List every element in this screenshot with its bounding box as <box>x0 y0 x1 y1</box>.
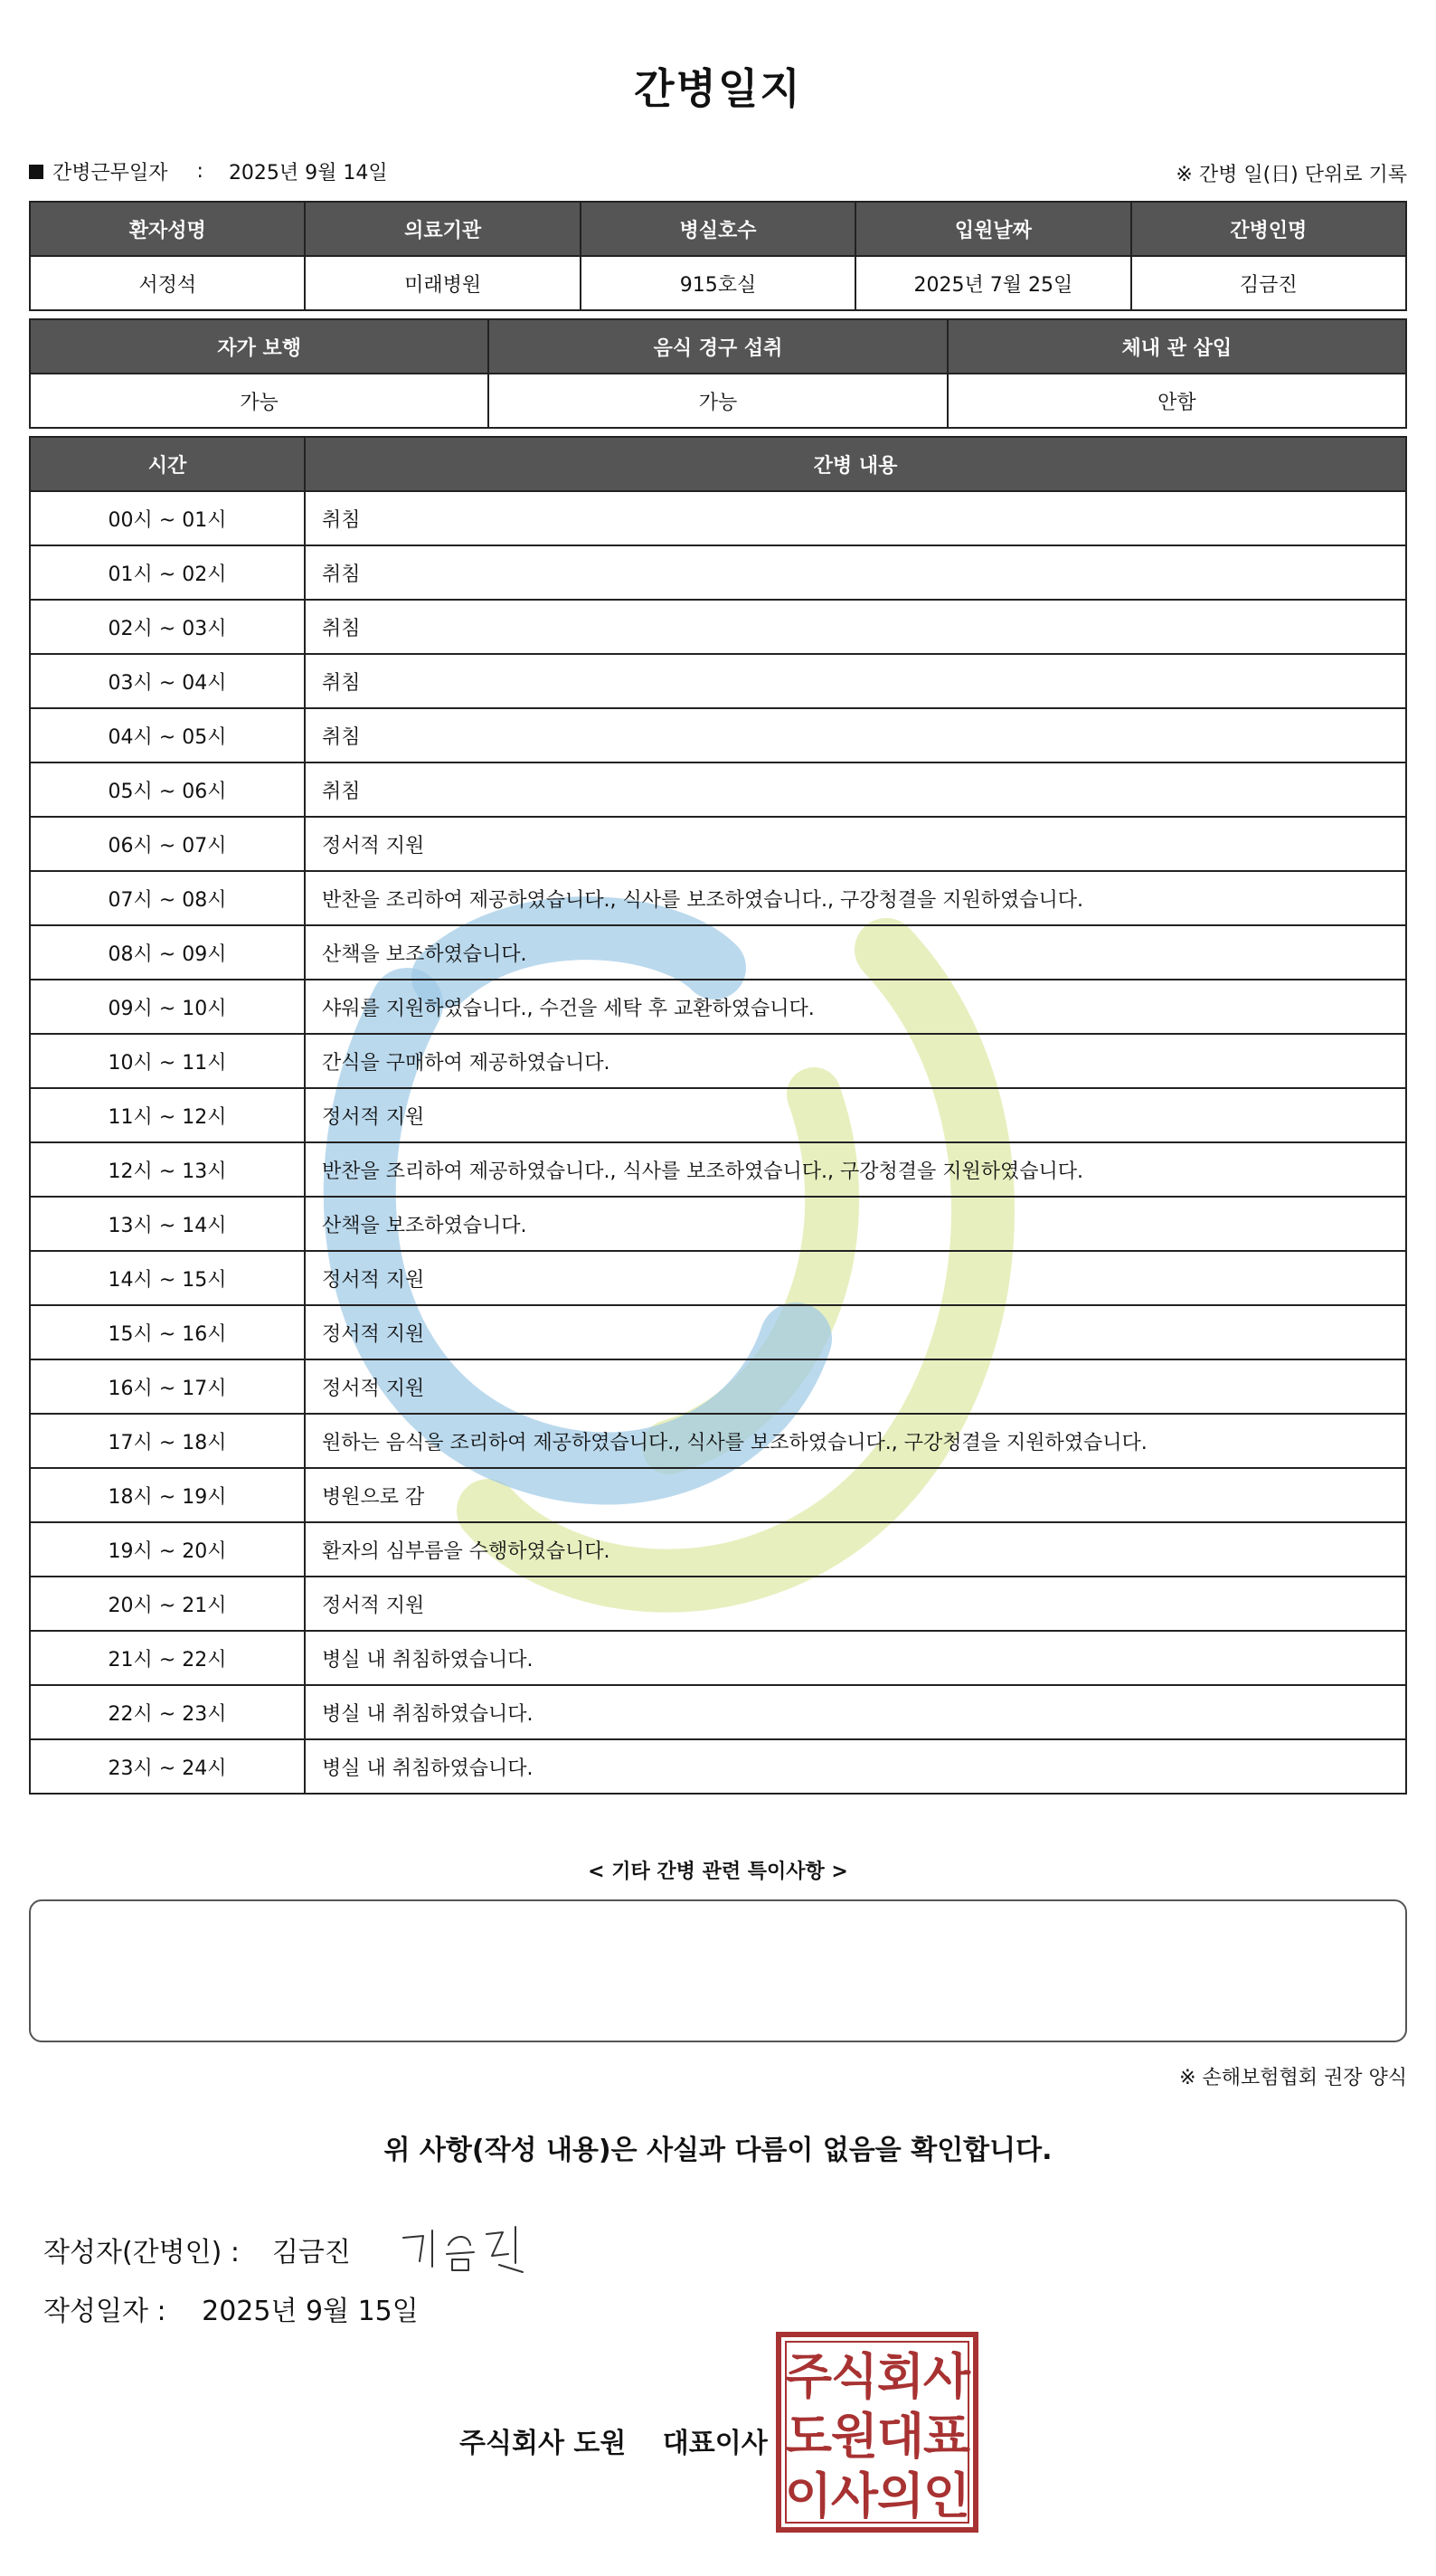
writer-row <box>43 2218 541 2281</box>
time-slot: 07시 ~ 08시 <box>30 871 305 925</box>
self-walking-value: 가능 <box>30 374 488 428</box>
schedule-row <box>30 1359 1406 1414</box>
ceo-label: 대표이사 <box>662 2428 768 2459</box>
seal-glyph: 인 <box>922 2467 971 2524</box>
hourly-care-table <box>29 436 1407 1795</box>
document-title: 간병일지 <box>634 64 802 113</box>
seal-glyph: 식 <box>830 2348 879 2405</box>
schedule-row <box>30 1305 1406 1359</box>
hospital-name: 미래병원 <box>305 256 580 310</box>
company-name: 주식회사 도원 <box>459 2428 627 2459</box>
duty-date-colon: : <box>196 160 203 183</box>
time-slot: 01시 ~ 02시 <box>30 545 305 600</box>
care-note: 취침 <box>305 708 1406 762</box>
schedule-row <box>30 1414 1406 1468</box>
seal-glyph: 의 <box>876 2467 925 2524</box>
time-slot: 11시 ~ 12시 <box>30 1088 305 1142</box>
header-oral-intake: 음식 경구 섭취 <box>488 319 947 374</box>
schedule-row <box>30 817 1406 871</box>
care-note: 정서적 지원 <box>305 817 1406 871</box>
time-slot: 00시 ~ 01시 <box>30 491 305 545</box>
status-value-row <box>30 374 1406 428</box>
square-bullet-icon <box>29 165 43 179</box>
schedule-row <box>30 708 1406 762</box>
seal-glyph: 주 <box>784 2348 833 2405</box>
care-note: 병실 내 취침하였습니다. <box>305 1685 1406 1739</box>
header-patient-name: 환자성명 <box>30 202 305 256</box>
schedule-row <box>30 491 1406 545</box>
status-header-row <box>30 319 1406 374</box>
care-note: 정서적 지원 <box>305 1088 1406 1142</box>
care-note: 취침 <box>305 600 1406 654</box>
schedule-header-row <box>30 437 1406 491</box>
header-time: 시간 <box>30 437 305 491</box>
header-admission-date: 입원날짜 <box>855 202 1130 256</box>
header-caregiver-name: 간병인명 <box>1131 202 1406 256</box>
schedule-row <box>30 1142 1406 1197</box>
care-note: 취침 <box>305 545 1406 600</box>
caregiver-name: 김금진 <box>1131 256 1406 310</box>
time-slot: 13시 ~ 14시 <box>30 1197 305 1251</box>
schedule-row <box>30 1577 1406 1631</box>
header-tube-insertion: 체내 관 삽입 <box>948 319 1406 374</box>
care-note: 산책을 보조하였습니다. <box>305 1197 1406 1251</box>
seal-glyph: 사 <box>922 2348 971 2405</box>
handwritten-signature <box>396 2218 541 2281</box>
schedule-row <box>30 871 1406 925</box>
schedule-row <box>30 980 1406 1034</box>
write-date-row <box>43 2288 419 2328</box>
writer-name: 김금진 <box>271 2237 351 2268</box>
time-slot: 03시 ~ 04시 <box>30 654 305 708</box>
confirmation-statement: 위 사항(작성 내용)은 사실과 다름이 없음을 확인합니다. <box>383 2135 1053 2166</box>
schedule-row <box>30 1685 1406 1739</box>
care-note: 취침 <box>305 654 1406 708</box>
time-slot: 18시 ~ 19시 <box>30 1468 305 1522</box>
patient-name: 서정석 <box>30 256 305 310</box>
writer-label: 작성자(간병인) : <box>43 2237 240 2268</box>
schedule-row <box>30 1522 1406 1577</box>
seal-glyph: 도 <box>784 2408 833 2465</box>
schedule-row <box>30 1197 1406 1251</box>
care-note: 정서적 지원 <box>305 1577 1406 1631</box>
time-slot: 16시 ~ 17시 <box>30 1359 305 1414</box>
schedule-row <box>30 1468 1406 1522</box>
time-slot: 02시 ~ 03시 <box>30 600 305 654</box>
company-seal <box>776 2332 978 2533</box>
admission-date: 2025년 7월 25일 <box>855 256 1130 310</box>
time-slot: 10시 ~ 11시 <box>30 1034 305 1088</box>
oral-intake-value: 가능 <box>488 374 947 428</box>
patient-info-header-row <box>30 202 1406 256</box>
patient-status-table <box>29 318 1407 429</box>
schedule-row <box>30 545 1406 600</box>
schedule-row <box>30 654 1406 708</box>
header-care-content: 간병 내용 <box>305 437 1406 491</box>
time-slot: 05시 ~ 06시 <box>30 762 305 817</box>
care-note: 반찬을 조리하여 제공하였습니다., 식사를 보조하였습니다., 구강청결을 지원하였습니다. <box>305 871 1406 925</box>
seal-glyph: 원 <box>830 2408 879 2465</box>
time-slot: 22시 ~ 23시 <box>30 1685 305 1739</box>
header-hospital: 의료기관 <box>305 202 580 256</box>
room-number: 915호실 <box>581 256 855 310</box>
care-note: 샤워를 지원하였습니다., 수건을 세탁 후 교환하였습니다. <box>305 980 1406 1034</box>
time-slot: 09시 ~ 10시 <box>30 980 305 1034</box>
care-note: 원하는 음식을 조리하여 제공하였습니다., 식사를 보조하였습니다., 구강청결을 지원하였습니다. <box>305 1414 1406 1468</box>
time-slot: 12시 ~ 13시 <box>30 1142 305 1197</box>
time-slot: 15시 ~ 16시 <box>30 1305 305 1359</box>
time-slot: 08시 ~ 09시 <box>30 925 305 980</box>
time-slot: 06시 ~ 07시 <box>30 817 305 871</box>
schedule-row <box>30 925 1406 980</box>
schedule-row <box>30 1088 1406 1142</box>
care-note: 병원으로 감 <box>305 1468 1406 1522</box>
header-room-number: 병실호수 <box>581 202 855 256</box>
schedule-row <box>30 1034 1406 1088</box>
recommend-note: ※ 손해보험협회 권장 양식 <box>1179 2067 1407 2089</box>
schedule-row <box>30 600 1406 654</box>
time-slot: 21시 ~ 22시 <box>30 1631 305 1685</box>
care-note: 병실 내 취침하였습니다. <box>305 1631 1406 1685</box>
seal-glyph: 대 <box>876 2408 925 2465</box>
patient-info-value-row <box>30 256 1406 310</box>
care-note: 정서적 지원 <box>305 1305 1406 1359</box>
seal-glyph: 회 <box>876 2348 925 2405</box>
write-date-label: 작성일자 : <box>43 2296 166 2327</box>
duty-date-row <box>29 157 388 185</box>
header-self-walking: 자가 보행 <box>30 319 488 374</box>
seal-glyph: 사 <box>830 2467 879 2524</box>
patient-info-table <box>29 201 1407 311</box>
time-slot: 14시 ~ 15시 <box>30 1251 305 1305</box>
schedule-row <box>30 1739 1406 1794</box>
duty-date-label: 간병근무일자 <box>52 162 168 185</box>
schedule-row <box>30 1251 1406 1305</box>
care-note: 정서적 지원 <box>305 1251 1406 1305</box>
care-note: 간식을 구매하여 제공하였습니다. <box>305 1034 1406 1088</box>
time-slot: 17시 ~ 18시 <box>30 1414 305 1468</box>
care-note: 산책을 보조하였습니다. <box>305 925 1406 980</box>
duty-date-value: 2025년 9월 14일 <box>228 162 388 185</box>
care-note: 환자의 심부름을 수행하였습니다. <box>305 1522 1406 1577</box>
schedule-row <box>30 762 1406 817</box>
care-note: 정서적 지원 <box>305 1359 1406 1414</box>
unit-note: ※ 간병 일(日) 단위로 기록 <box>1176 164 1407 186</box>
care-note: 병실 내 취침하였습니다. <box>305 1739 1406 1794</box>
remarks-label: < 기타 간병 관련 특이사항 > <box>588 1861 848 1883</box>
seal-glyph: 이 <box>784 2467 833 2524</box>
care-note: 취침 <box>305 491 1406 545</box>
care-note: 취침 <box>305 762 1406 817</box>
time-slot: 20시 ~ 21시 <box>30 1577 305 1631</box>
time-slot: 23시 ~ 24시 <box>30 1739 305 1794</box>
care-note: 반찬을 조리하여 제공하였습니다., 식사를 보조하였습니다., 구강청결을 지원하였습니다. <box>305 1142 1406 1197</box>
tube-insertion-value: 안함 <box>948 374 1406 428</box>
write-date-value: 2025년 9월 15일 <box>202 2296 419 2327</box>
time-slot: 19시 ~ 20시 <box>30 1522 305 1577</box>
schedule-row <box>30 1631 1406 1685</box>
time-slot: 04시 ~ 05시 <box>30 708 305 762</box>
company-signature-row <box>459 2420 768 2460</box>
remarks-box <box>29 1899 1407 2042</box>
seal-glyph: 표 <box>922 2408 971 2465</box>
